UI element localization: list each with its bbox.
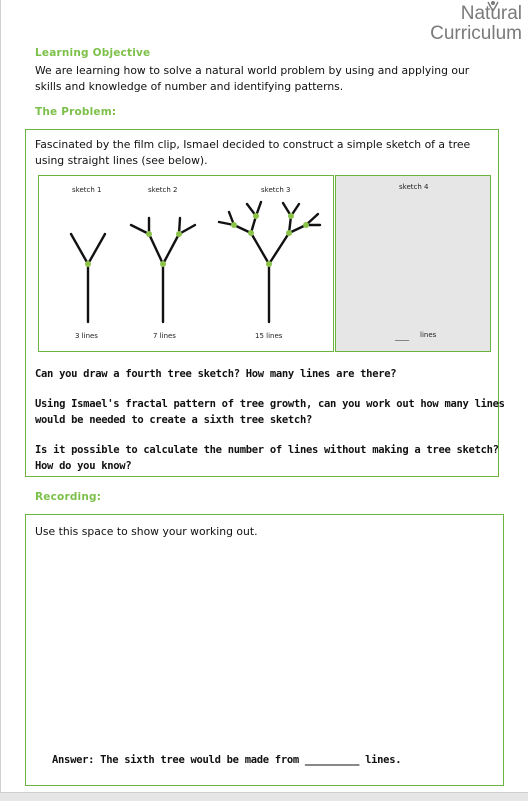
question-2-line-2: would be needed to create a sixth tree sketch? <box>35 414 312 426</box>
logo-text-natural: Natural <box>460 3 522 24</box>
objective-line-2: skills and knowledge of number and identifying patterns. <box>35 80 344 93</box>
sketches-panel <box>38 175 334 352</box>
branch-node <box>85 261 91 267</box>
recording-prompt: Use this space to show your working out. <box>35 525 258 538</box>
sketch-1-caption: 3 lines <box>75 332 98 340</box>
branch-node <box>286 230 292 236</box>
sketch-3-caption: 15 lines <box>255 332 283 340</box>
branch-node <box>253 213 259 219</box>
branch-node <box>176 231 182 237</box>
branch-node <box>288 213 294 219</box>
problem-intro-line-1: Fascinated by the film clip, Ismael decided to construct a simple sketch of a tree <box>35 138 471 151</box>
question-2-line-1: Using Ismael's fractal pattern of tree growth, can you work out how many lines <box>35 398 505 410</box>
branch-node <box>266 261 272 267</box>
tree-sketches-figure <box>39 176 332 350</box>
question-3-line-2: How do you know? <box>35 460 132 472</box>
sketch-3-title: sketch 3 <box>261 186 291 194</box>
tree-sketch-1 <box>71 234 105 322</box>
answer-line: Answer: The sixth tree would be made from _________ lines. <box>52 754 402 766</box>
learning-objective-heading: Learning Objective <box>35 47 151 59</box>
objective-line-1: We are learning how to solve a natural world problem by using and applying our <box>35 64 470 77</box>
branch-node <box>146 231 152 237</box>
sketch-1-title: sketch 1 <box>72 186 102 194</box>
sketch-4-title: sketch 4 <box>399 183 429 191</box>
working-out-area[interactable] <box>25 514 504 786</box>
sketch-2-title: sketch 2 <box>148 186 178 194</box>
question-1: Can you draw a fourth tree sketch? How many lines are there? <box>35 368 397 380</box>
recording-heading: Recording: <box>35 491 102 503</box>
branch-node <box>303 222 309 228</box>
sketch-2-caption: 7 lines <box>153 332 176 340</box>
sketch-4-blank[interactable]: ____ <box>395 333 409 341</box>
question-3-line-1: Is it possible to calculate the number of lines without making a tree sketch? <box>35 444 499 456</box>
sketch-4-caption: lines <box>420 331 437 339</box>
sketch-4-drawing-area[interactable] <box>335 175 491 352</box>
problem-intro-line-2: using straight lines (see below). <box>35 154 208 167</box>
branch-node <box>231 222 237 228</box>
branch-node <box>248 230 254 236</box>
logo-text-curriculum: Curriculum <box>430 23 522 44</box>
page-edge <box>0 0 1 800</box>
tree-sketch-2 <box>131 218 195 322</box>
natural-curriculum-logo <box>430 4 522 44</box>
problem-heading: The Problem: <box>35 106 117 118</box>
branch-node <box>160 261 166 267</box>
